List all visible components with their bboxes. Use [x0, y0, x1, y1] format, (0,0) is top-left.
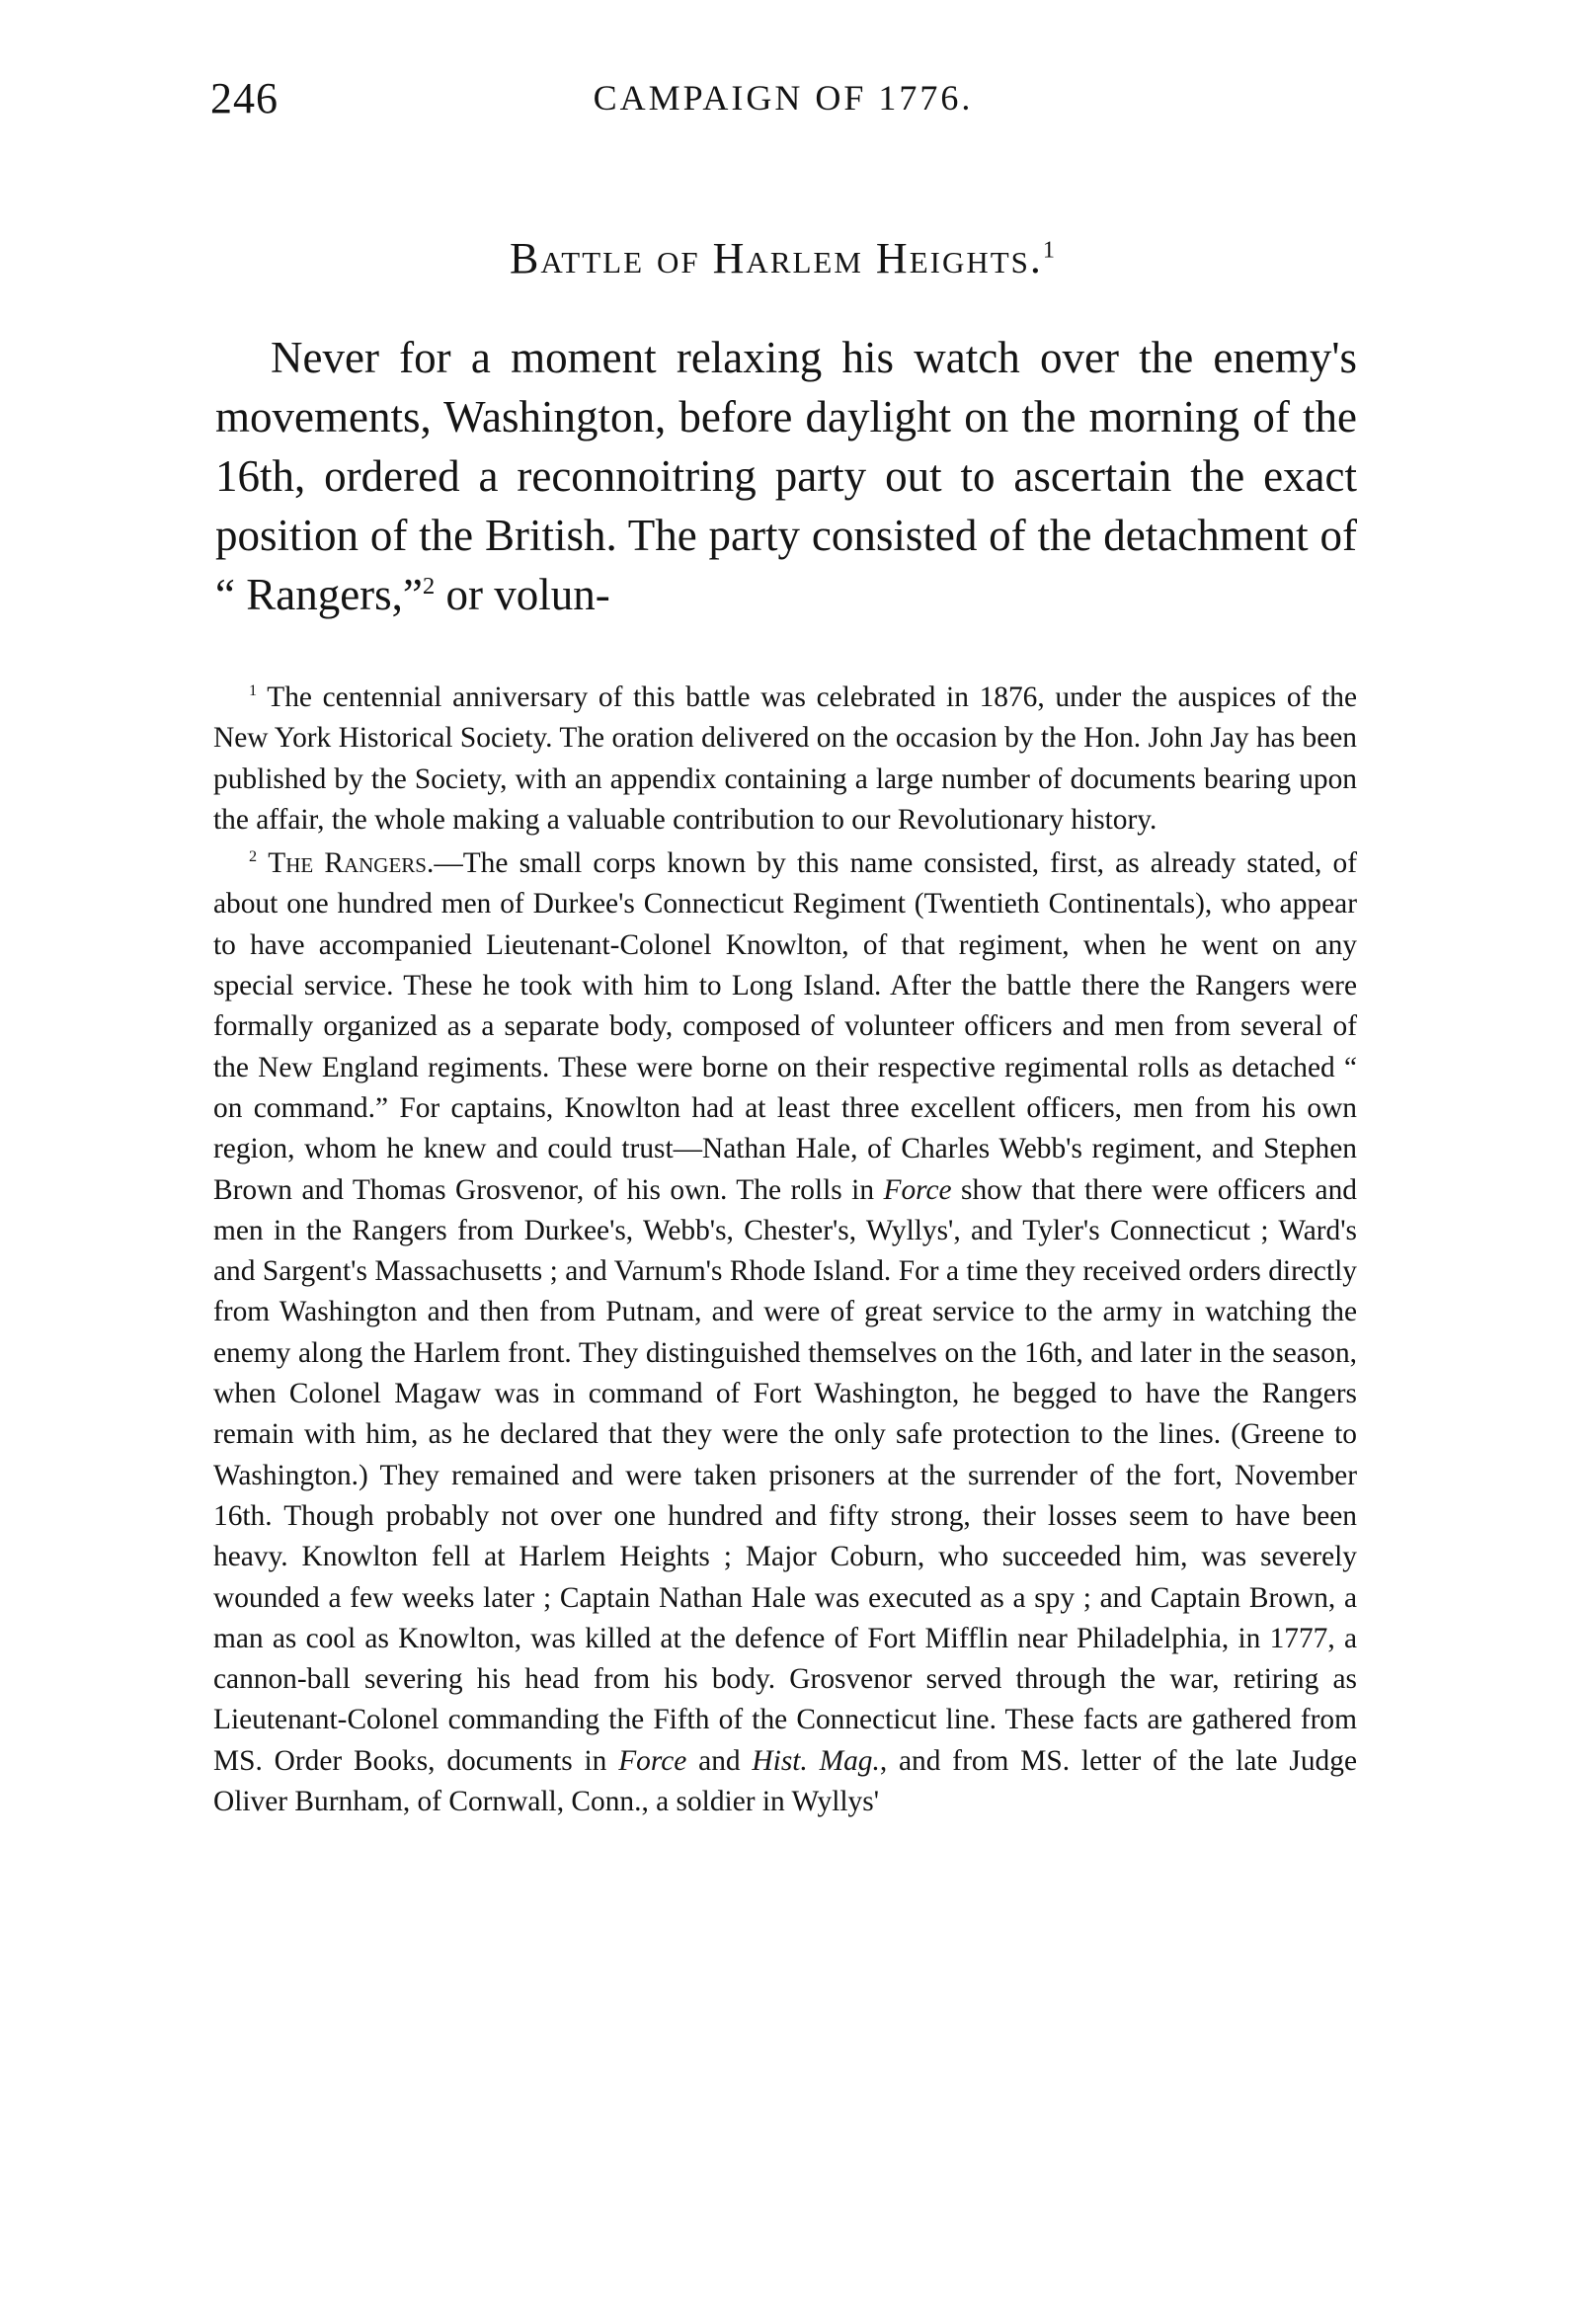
- citation-force: Force: [618, 1744, 687, 1777]
- footnote-ref-1: 1: [1042, 236, 1058, 264]
- section-heading: [210, 233, 1356, 283]
- running-head: CAMPAIGN OF 1776.: [593, 78, 974, 118]
- footnote-1-marker: 1: [249, 682, 258, 700]
- section-title: Battle of Harlem Heights.: [509, 234, 1043, 282]
- footnote-2-text-end: , and from MS. letter of the late Judge Oliver Burnham, of Cornwall, Conn., a soldier in Wyllys': [213, 1744, 1357, 1818]
- footnote-2-text-cont: show that there were officers and men in the Rangers from Durkee's, Webb's, Chester's, Wyllys', and Tyler's Connecticut ; Ward's and Sargent's Massachusetts ; and Varnum's Rhode Island. For a time they received orders directly from Washington and then from Putnam, and were of great service to the army in watching the enemy along the Harlem front. They distinguished themselves on the 16th, and later in the season, when Colonel Magaw was in command of Fort Washington, he begged to have the Rangers remain with him, as he declared that they were the only safe protection to the lines. (Greene to Washington.) They remained and were taken prisoners at the surrender of the fort, November 16th. Though probably not over one hundred and fifty strong, their losses seem to have been heavy. Knowlton fell at Harlem Heights ; Major Coburn, who succeeded him, was severely wounded a few weeks later ; Captain Nathan Hale was executed as a spy ; and Captain Brown, a man as cool as Knowlton, was killed at the defence of Fort Mifflin near Philadelphia, in 1777, a cannon-ball severing his head from his body. Grosvenor served through the war, retiring as Lieutenant-Colonel commanding the Fifth of the Connecticut line. These facts are gathered from MS. Order Books, documents in: [213, 1173, 1357, 1777]
- body-paragraph: [215, 328, 1357, 624]
- body-paragraph-tail: or volun-: [435, 570, 610, 619]
- footnote-1-text: The centennial anniversary of this battle was celebrated in 1876, under the auspices of the New York Historical Society. The oration delivered on the occasion by the Hon. John Jay has been published by the Society, with an appendix containing a large number of documents bearing upon the affair, the whole making a valuable contribution to our Revolutionary history.: [213, 681, 1357, 836]
- footnotes: [213, 678, 1357, 1822]
- citation-force: Force: [883, 1173, 952, 1206]
- footnote-2-heading: The Rangers.: [268, 847, 435, 880]
- page-header: [210, 73, 1356, 132]
- footnote-2-text: —The small corps known by this name consisted, first, as already stated, of about one hundred men of Durkee's Connecticut Regiment (Twentieth Continentals), who appear to have accompanied Lieutenant-Colonel Knowlton, of that regiment, when he went on any special service. These he took with him to Long Island. After the battle there the Rangers were formally organized as a separate body, composed of volunteer officers and men from several of the New England regiments. These were borne on their respective regimental rolls as detached “ on command.” For captains, Knowlton had at least three excellent officers, men from his own region, whom he knew and could trust—Nathan Hale, of Charles Webb's regiment, and Stephen Brown and Thomas Grosvenor, of his own. The rolls in: [213, 847, 1357, 1206]
- page-number: 246: [210, 74, 279, 122]
- footnote-1: [213, 678, 1357, 841]
- footnote-ref-2: 2: [422, 573, 436, 600]
- body-text: [215, 328, 1357, 624]
- footnote-2-marker: 2: [249, 848, 258, 866]
- footnote-2-text-cont: and: [686, 1744, 753, 1777]
- footnote-2: [213, 843, 1357, 1822]
- citation-hist-mag: Hist. Mag.: [752, 1744, 880, 1777]
- body-paragraph-text: Never for a moment relaxing his watch over the enemy's movements, Washington, before daylight on the morning of the 16th, ordered a reconnoitring party out to ascertain the exact position of the British. The party consisted of the detachment of “ Rangers,”: [215, 333, 1357, 619]
